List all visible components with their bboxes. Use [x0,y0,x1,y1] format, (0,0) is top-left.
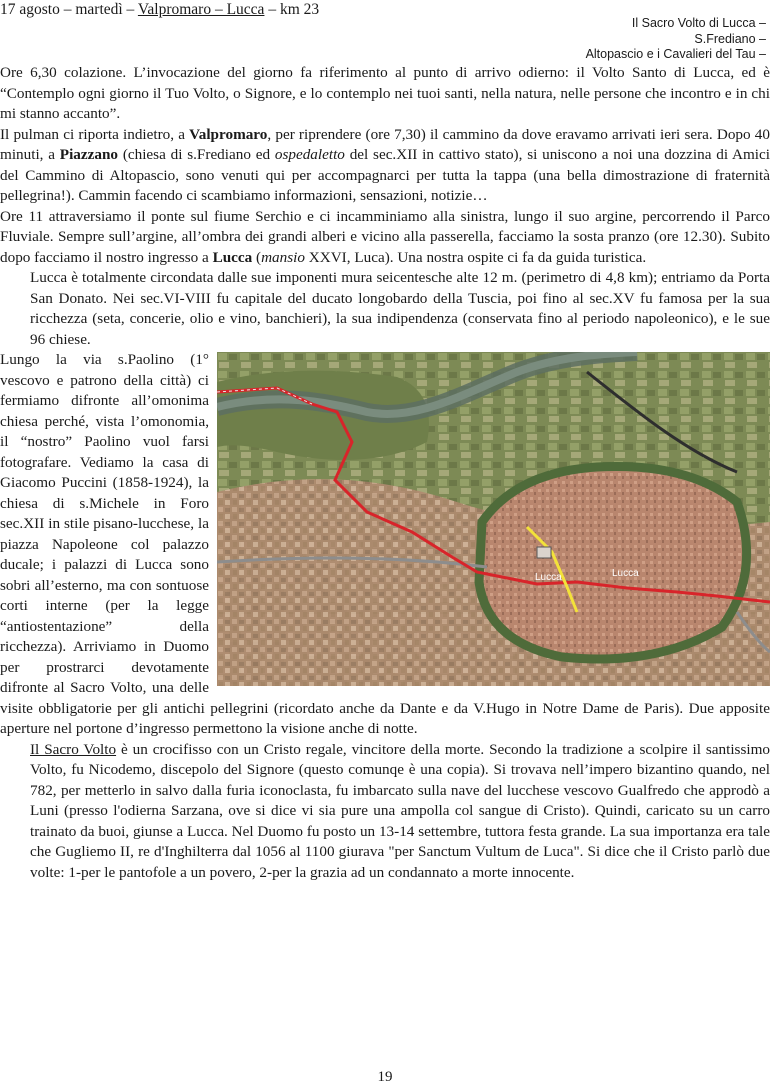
header-right-line-1: Il Sacro Volto di Lucca – [631,16,766,30]
header-right-line-3: Altopascio e i Cavalieri del Tau – [585,47,766,61]
header-section-titles [586,16,766,63]
header-date: 17 agosto – martedì – [0,1,138,18]
map-image [217,352,770,686]
figure-wrap [0,350,770,740]
paragraph-serchio: Ore 11 attraversiamo il ponte sul fiume Serchio e ci incamminiamo alla sinistra, lungo il suo argine, percorrendo il Parco Fluviale. Sempre sull’argine, all’ombra dei grandi alberi e vicino alla passerella, facciamo la sosta pranzo (ore 12.30). Subito dopo facciamo il nostro ingresso a Lucca (mansio XXVI, Luca). Una nostra ospite ci fa da guida turistica. [0,207,770,266]
header-right-line-2: S.Frediano – [694,31,766,46]
body-text [0,63,770,883]
map-label-lucca-right: Lucca [612,568,639,579]
place-piazzano: Piazzano [59,146,119,163]
map-label-lucca-left: Lucca [535,572,562,583]
paragraph-breakfast: Ore 6,30 colazione. L’invocazione del giorno fa riferimento al punto di arrivo odierno: il Volto Santo di Lucca, ed è “Contemplo ogni giorno il Tuo Volto, o Signore, e lo contemplo nei tuoi santi, nella natura, nelle persone che incontro e in chi mi stanno accanto”. [0,64,770,122]
paragraph-lucca-walls: Lucca è totalmente circondata dalle sue imponenti mura seicentesche alte 12 m. (perimetro di 4,8 km); entriamo da Porta San Donato. Nei sec.VI-VIII fu capitale del ducato longobardo della Tuscia, poi fino al sec.XV fu famosa per la sua ricchezza (seta, concerie, olio e vino, banchieri), la sua indipendenza (conservata fino al periodo napoleonico), e le sue 96 chiese. [30,269,770,348]
paragraph-sacro-volto: Il Sacro Volto è un crocifisso con un Cristo regale, vincitore della morte. Secondo la tradizione a scolpire il santissimo Volto, fu Nicodemo, discepolo del Signore (questo comunqe è una copia). Si trovava nell’impero bizantino quando, nel 782, per metterlo in salvo dalla furia iconoclasta, fu imbarcato sulla nave del lucchese vescovo Gualfredo che approdò a Luni (presso l'odierna Sarzana, ove si dice vi sia pure una ampolla col sangue di Cristo). Quindi, caricato su un carro trainato da buoi, giunse a Lucca. Nel Duomo fu posto un 13-14 settembre, tuttora festa grande. La sua importanza era tale che Gugliemo II, re d'Inghilterra dal 1056 al 1100 giurava "per Sanctum Vultum de Luca". Si dice che il Cristo parlò due volte: 1-per le pantofole a un povero, 2-per la grazia ad un condannato a morte innocente. [30,740,770,881]
place-valpromaro: Valpromaro [189,125,268,143]
term-mansio: mansio [261,248,305,266]
page-number: 19 [377,1069,393,1085]
sacro-volto-title: Il Sacro Volto [30,740,117,758]
paragraph-visit: Lungo la via s.Paolino (1° vescovo e patrono della città) ci fermiamo difronte all’omonima chiesa perché, vista l’omonomia, il “nostro” Paolino vuol farsi fotografare. Vediamo la casa di Giacomo Puccini (1858-1924), la chiesa di s.Michele in Foro sec.XII in stile pisano-lucchese, la piazza Napoleone col palazzo ducale; i palazzi di Lucca sono sobri all’esterno, ma con sontuose corti interne (per la legge “antiostentazione” della ricchezza). Arriviamo in Duomo per prostrarci devotamente difronte al Sacro Volto, una delle visite obbligatorie per gli antichi pellegrini (ricordato anche da Dante e da V.Hugo in Notre Dame de Paris). Due apposite aperture nel portone d’ingresso permettono la visione anche di notte. [0,351,770,737]
header-route: Valpromaro – Lucca [137,1,265,18]
paragraph-valpromaro: Il pulman ci riporta indietro, a Valpromaro, per riprendere (ore 7,30) il cammino da dove eravamo arrivati ieri sera. Dopo 40 minuti, a Piazzano (chiesa di s.Frediano ed ospedaletto del sec.XII in cattivo stato), si uniscono a noi una dozzina di Amici del Cammino di Altopascio, sono venuti qui per accompagnarci per tutta la tappa (una bella dimostrazione di fraternità pellegrina!). Cammin facendo ci scambiamo informazioni, sensazioni, notizie… [0,125,770,204]
aerial-map-lucca [217,352,770,686]
header-km: – km 23 [264,1,320,18]
place-lucca: Lucca [212,248,253,266]
term-ospedaletto: ospedaletto [274,146,345,163]
header-date-route [0,0,319,19]
